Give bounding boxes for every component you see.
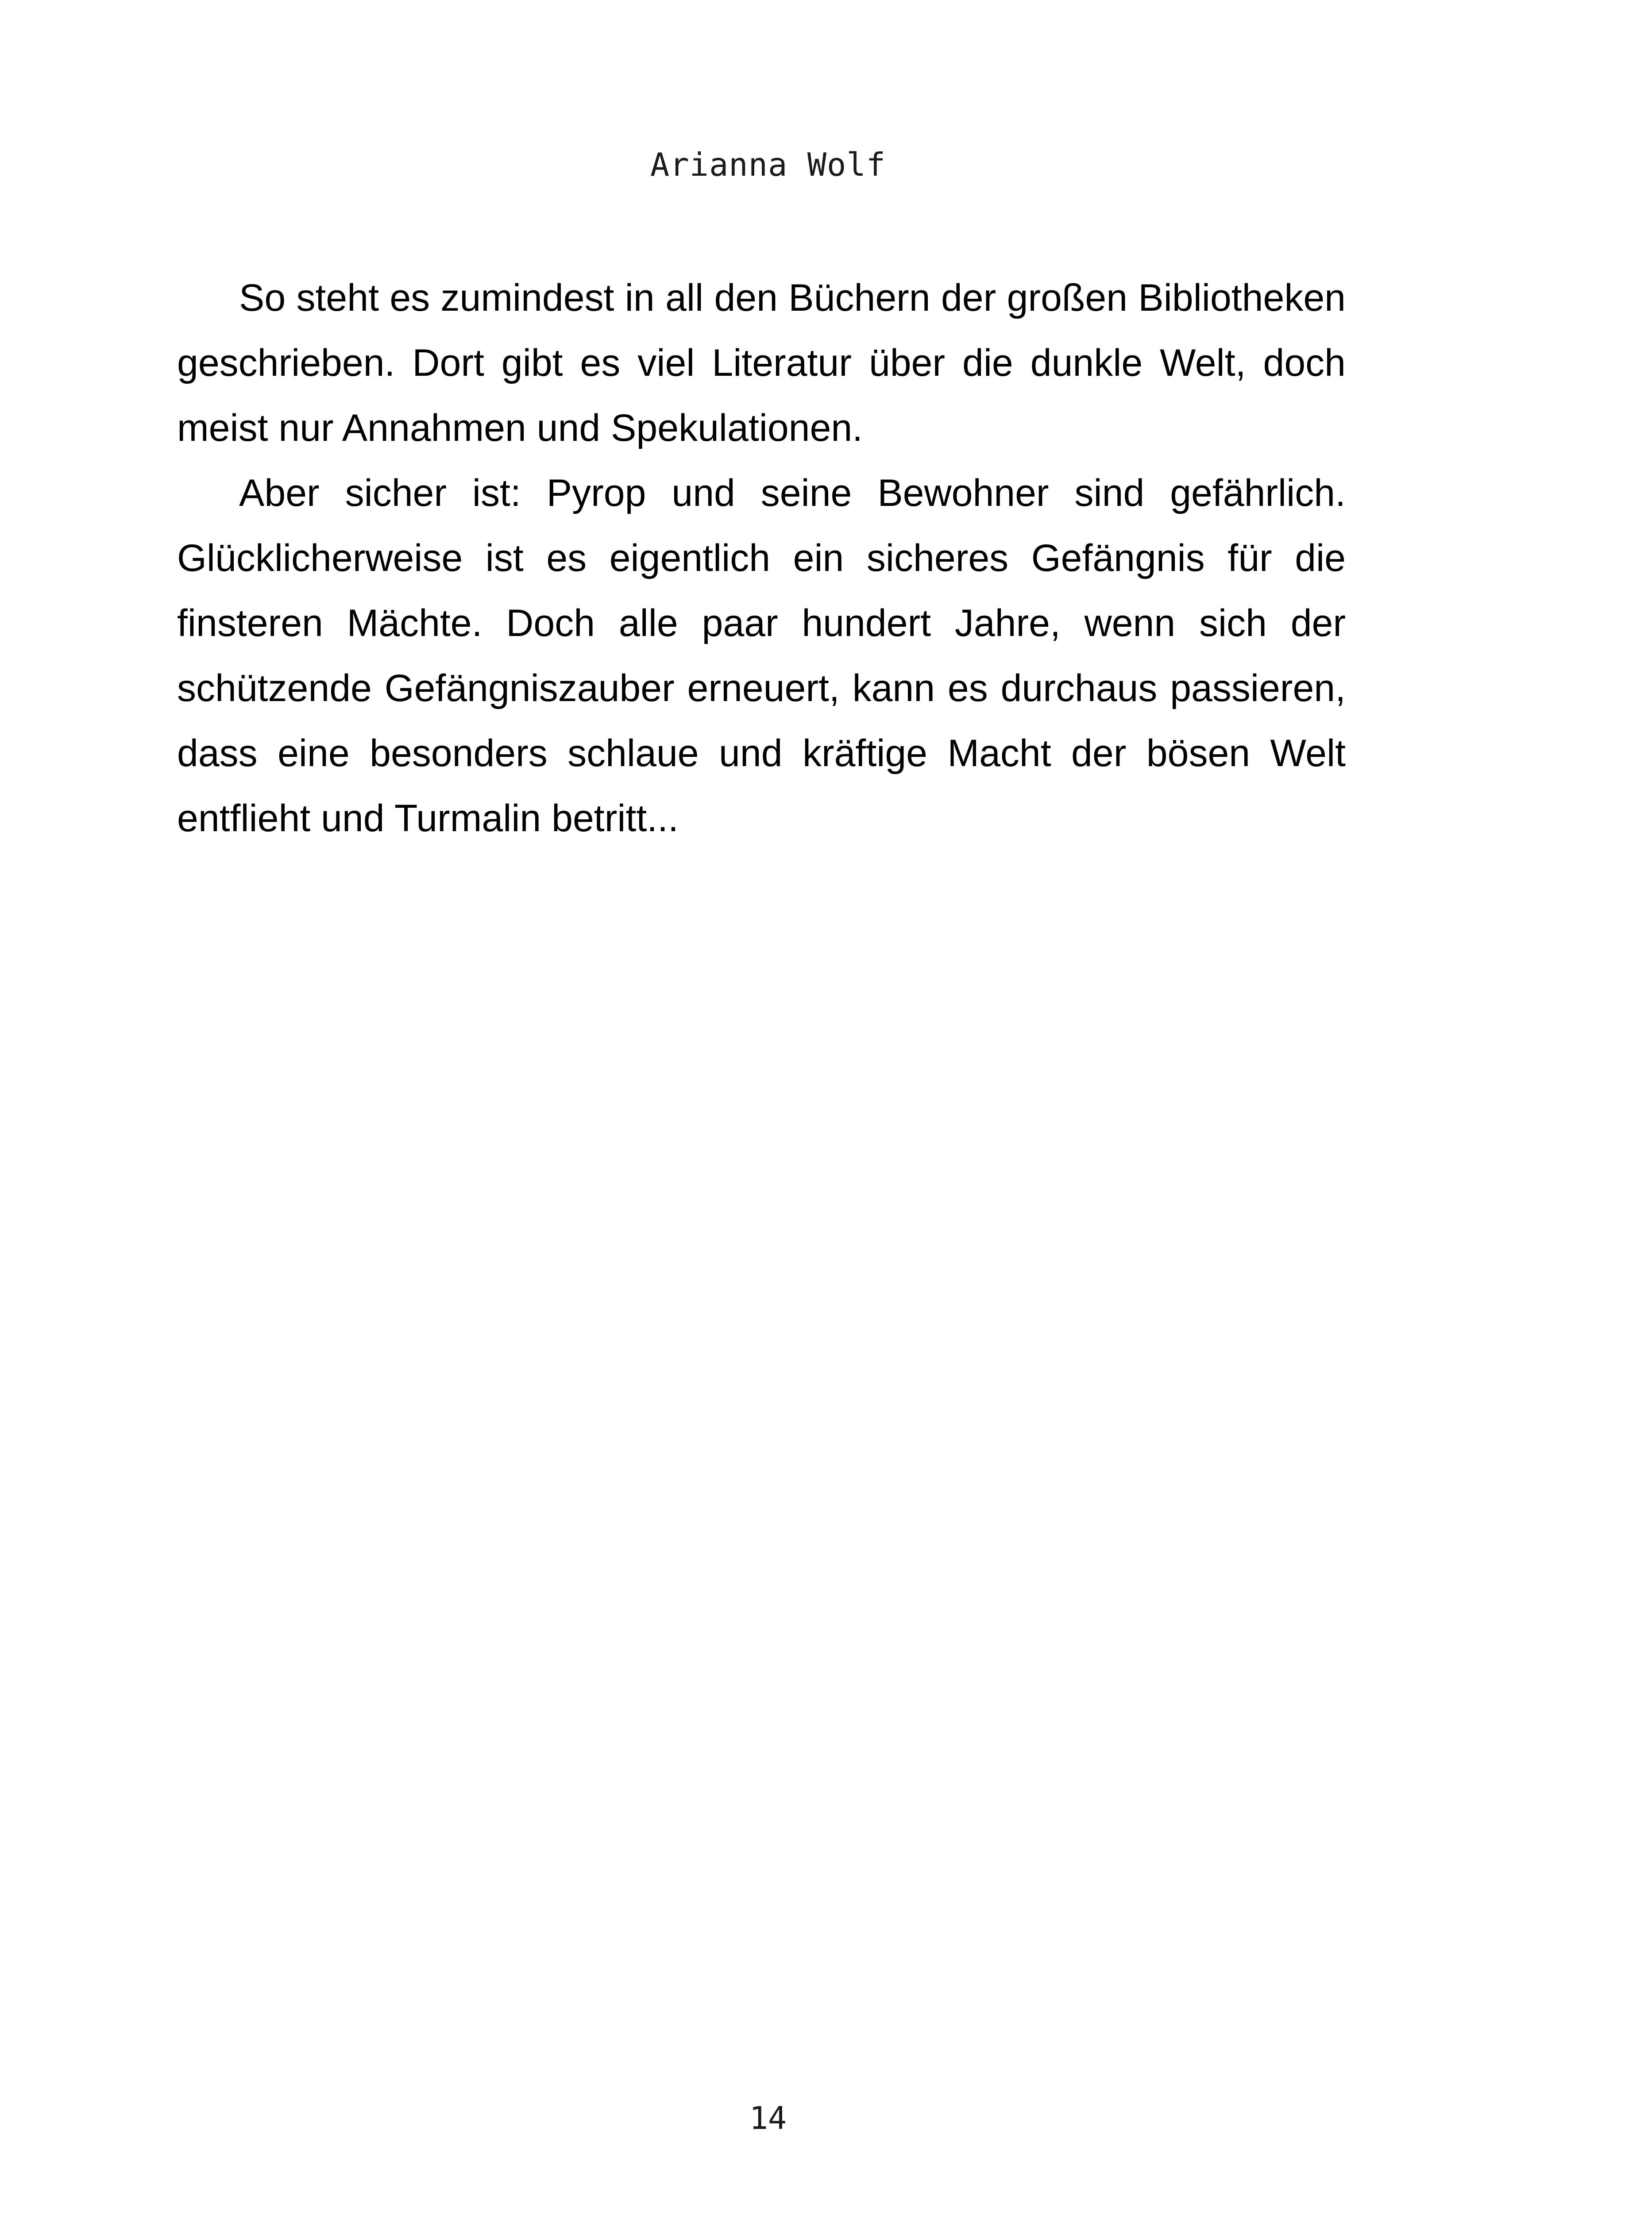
paragraph: Aber sicher ist: Pyrop und seine Bewohner sind gefährlich. Glücklicherweise ist es eigentlich ein sicheres Gefängnis für die finsteren Mächte. Doch alle paar hundert Jahre, wenn sich der schützende Gefängniszauber erneuert, kann es durchaus passieren, dass eine besonders schlaue und kräftige Macht der bösen Welt entflieht und Turmalin betritt... [177, 472, 1346, 840]
running-header-author: Arianna Wolf [650, 146, 886, 183]
page-number: 14 [749, 2100, 787, 2136]
body-text [177, 266, 1346, 851]
paragraph: So steht es zumindest in all den Büchern der großen Bibliotheken geschrieben. Dort gibt es viel Literatur über die dunkle Welt, doch meist nur Annahmen und Spekulationen. [177, 277, 1346, 449]
